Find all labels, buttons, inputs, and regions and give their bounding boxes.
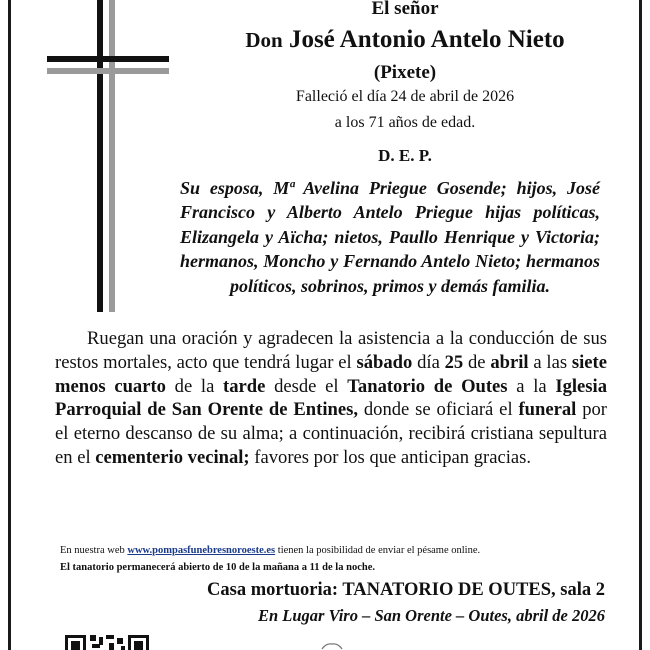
bold-time: siete menos cuarto	[55, 351, 607, 397]
text-segment: donde se oficiará el	[357, 399, 519, 421]
family-list: Su esposa, Mª Avelina Priegue Gosende; hijos, José Francisco y Alberto Antelo Priegue hijas políticas, Elizangela y Aïcha; nietos, Paullo Henrique y Victoria; hermanos, Moncho y Fernando Antelo Nieto; hermanos políticos, sobrinos, primos y demás familia.	[180, 178, 600, 296]
nickname: (Pixete)	[373, 62, 437, 83]
cross-horizontal-gray	[47, 68, 169, 74]
ceremony-details	[55, 327, 607, 470]
text-segment: de la	[165, 375, 224, 397]
rip-text: D. E. P.	[378, 146, 432, 165]
text-segment: desde el	[265, 375, 348, 397]
web-notice	[60, 545, 620, 556]
age-at-death: a los 71 años de edad.	[334, 114, 476, 131]
deceased-name	[170, 26, 640, 54]
bold-period: tarde	[223, 375, 266, 397]
cross-vertical-gray	[109, 0, 115, 312]
honorific: El señor	[371, 0, 439, 19]
web-suffix: tienen la posibilidad de enviar el pésame online.	[275, 545, 481, 556]
place-and-date: En Lugar Viro – San Orente – Outes, abril de 2026	[257, 606, 605, 625]
text-segment: a la	[507, 375, 556, 397]
cross-horizontal-black	[47, 56, 169, 62]
text-segment: Ruegan una oración y agradecen la asistencia a la conducción de sus restos mortales, acto que tendrá lugar el	[55, 328, 607, 373]
text-segment: a las	[528, 351, 572, 373]
bold-church: Iglesia Parroquial de San Orente de Entines,	[55, 375, 607, 421]
text-segment: de	[463, 351, 491, 373]
partial-emblem-icon	[320, 642, 344, 650]
bold-funeral-home: Tanatorio de Outes	[347, 375, 508, 397]
opening-hours: El tanatorio permanecerá abierto de 10 de la mañana a 11 de la noche.	[60, 562, 375, 573]
full-name: José Antonio Antelo Nieto	[288, 26, 565, 53]
death-date: Falleció el día 24 de abril de 2026	[295, 88, 515, 105]
text-segment: día	[412, 351, 445, 373]
cross-icon	[47, 0, 169, 320]
web-prefix: En nuestra web	[60, 545, 128, 556]
qr-code-icon[interactable]	[65, 635, 149, 650]
bold-cemetery: cementerio vecinal;	[95, 446, 250, 468]
left-border-line	[8, 0, 11, 650]
bold-day: sábado	[356, 351, 413, 373]
text-segment: favores por los que anticipan gracias.	[249, 446, 532, 468]
website-link[interactable]: www.pompasfunebresnoroeste.es	[127, 545, 276, 556]
bold-date: 25	[444, 351, 464, 373]
title-don: Don	[245, 28, 283, 52]
text-segment: por el eterno descanso de su alma; a continuación, recibirá cristiana sepultura en el	[55, 399, 607, 468]
bold-funeral: funeral	[518, 399, 577, 421]
cross-vertical-black	[97, 0, 103, 312]
mortuary-location: Casa mortuoria: TANATORIO DE OUTES, sala 2	[207, 580, 605, 600]
bold-month: abril	[490, 351, 529, 373]
